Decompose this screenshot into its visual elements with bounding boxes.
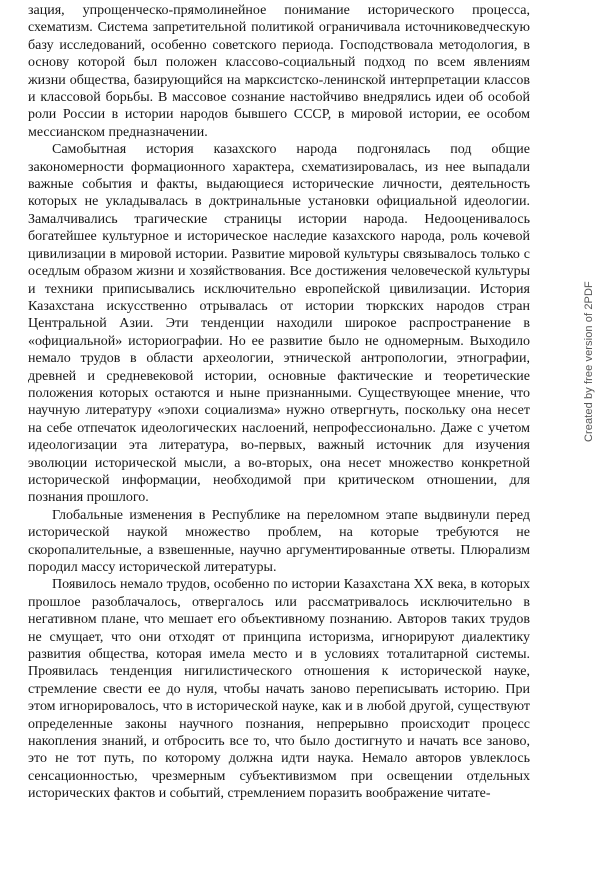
watermark-text: Created by free version of 2PDF	[583, 281, 595, 442]
paragraph-1: зация, упрощенческо-прямолинейное понимание исторического процесса, схематизм. Система запретительной политикой ограничивала источниковедческую базу исследований, особенно советского периода. Господствовала методология, в основу которой был положен классово-социальный подход по всем явлениям жизни общества, базирующийся на марксистско-ленинской интерпретации классов и классовой борьбы. В массовое сознание настойчиво внедрялись идеи об особой роли России в истории народов бывшего СССР, в мировой истории, ее особом мессианском предназначении.	[28, 3, 530, 140]
document-body	[28, 2, 530, 803]
paragraph-2: Самобытная история казахского народа подгонялась под общие закономерности формационного характера, схематизировалась, из нее выпадали важные события и факты, выдающиеся исторические личности, деятельность которых не укладывалась в доктринальные установки официальной идеологии. Замалчивались трагические страницы истории народа. Недооценивалось богатейшее культурное и историческое наследие казахского народа, роль кочевой цивилизации в мировой истории. Развитие мировой культуры связывалось только с оседлым образом жизни и хозяйствования. Все достижения человеческой культуры и техники приписывались исключительно европейской цивилизации. История Казахстана искусственно отрывалась от истории тюркских народов стран Центральной Азии. Эти тенденции находили широкое распространение в «официальной» историографии. Но ее развитие было не одномерным. Выходило немало трудов в области археологии, этнической антропологии, этнографии, древней и средневековой истории, основные фактические и теоретические положения которых остаются и ныне признанными. Существующее мнение, что научную литературу «эпохи социализма» нужно отвергнуть, поскольку она несет на себе отпечаток идеологических наслоений, непрофессионально. Даже с учетом идеологизации эта литература, во-первых, важный источник для изучения эволюции исторической мысли, а во-вторых, она несет множество конкретной исторической информации, необходимой при критическом отношении, для познания прошлого.	[28, 142, 530, 506]
paragraph-4: Появилось немало трудов, особенно по истории Казахстана XX века, в которых прошлое разоблачалось, отвергалось или рассматривалось исключительно в негативном плане, что мешает его объективному познанию. Авторов таких трудов не смущает, что они отходят от принципа историзма, игнорируют диалектику развития общества, которая имела место и в условиях тоталитарной системы. Проявилась тенденция нигилистического отношения к исторической науке, стремление свести ее до нуля, чтобы начать заново переписывать историю. При этом игнорировалось, что в исторической науке, как и в любой другой, существуют определенные законы научного познания, непрерывно происходит процесс накопления знаний, и отбросить все то, что было достигнуто и начать все заново, это не тот путь, по которому должна идти наука. Немало авторов увлеклось сенсационностью, чрезмерным субъективизмом при освещении отдельных исторических фактов и событий, стремлением поразить воображение читате-	[28, 577, 530, 802]
paragraph-3: Глобальные изменения в Республике на переломном этапе выдвинули перед исторической наукой множество проблем, на которые требуются не скоропалительные, а взвешенные, научно аргументированные ответы. Плюрализм породил массу исторической литературы.	[28, 507, 530, 575]
